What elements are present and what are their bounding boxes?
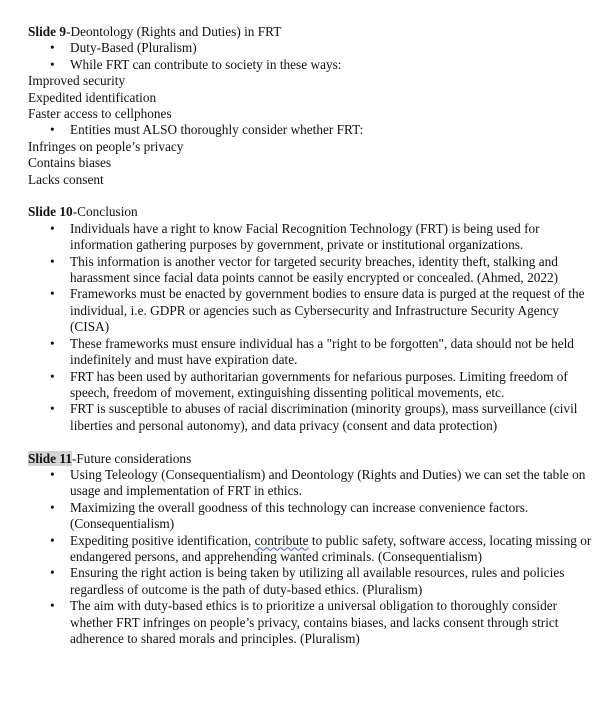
list-item: • Frameworks must be enacted by government bodies to ensure data is purged at the request of the individual, i.e. GDPR or agencies such as Cybersecurity and Infrastructure Security Agency (CISA) [28,286,594,335]
slide-9-section [28,24,594,188]
slide-10-title: -Conclusion [72,204,138,220]
list-item: • Individuals have a right to know Facial Recognition Technology (FRT) is being used for information gathering purposes by government, private or institutional organizations. [28,221,594,254]
list-item: • While FRT can contribute to society in these ways: [28,57,594,73]
slide-11-section [28,451,594,648]
plain-line: Infringes on people’s privacy [28,138,184,154]
slide-11-heading [28,451,594,467]
slide-11-list [28,467,594,647]
plain-line: Expedited identification [28,89,157,105]
list-item: • FRT is susceptible to abuses of racial discrimination (minority groups), mass surveillance (civil liberties and personal autonomy), and data privacy (consent and data protection) [28,401,594,434]
list-item: • The aim with duty-based ethics is to prioritize a universal obligation to thoroughly consider whether FRT infringes on people’s privacy, contains biases, and lacks consent through strict adherence to shared morals and principles. (Pluralism) [28,598,594,647]
list-item: • Ensuring the right action is being taken by utilizing all available resources, rules and policies regardless of outcome is the path of duty-based ethics. (Pluralism) [28,565,594,598]
list-item: • Using Teleology (Consequentialism) and Deontology (Rights and Duties) we can set the table on usage and implementation of FRT in ethics. [28,467,594,500]
document-page [28,24,594,647]
plain-line: Faster access to cellphones [28,106,172,122]
slide-10-list [28,221,594,434]
slide-9-heading [28,24,594,40]
slide-9-list-2 [28,122,594,138]
slide-11-label: Slide 11 [28,450,72,466]
list-item: • Maximizing the overall goodness of this technology can increase convenience factors. (Consequentialism) [28,500,594,533]
slide-9-list [28,40,594,73]
list-item [28,533,594,566]
plain-line: Lacks consent [28,171,104,187]
slide-9-label: Slide 9 [28,24,67,39]
paragraph-gap [28,188,594,204]
slide-10-heading [28,204,594,220]
spellcheck-marked-word[interactable]: contribute [254,532,309,548]
paragraph-gap [28,434,594,450]
slide-9-title: -Deontology (Rights and Duties) in FRT [66,24,282,39]
slide-10-label: Slide 10 [28,204,73,220]
list-item: • This information is another vector for targeted security breaches, identity theft, stalking and harassment since facial data points cannot be easily encrypted or concealed. (Ahmed, 2022) [28,254,594,287]
list-item: • FRT has been used by authoritarian governments for nefarious purposes. Limiting freedom of speech, freedom of movement, extinguishing dissenting political movements, etc. [28,369,594,402]
list-item: • Entities must ALSO thoroughly consider whether FRT: [28,122,594,138]
list-item: • These frameworks must ensure individual has a "right to be forgotten", data should not be held indefinitely and must have expiration date. [28,336,594,369]
list-item-text: to public safety, software access, locating missing or endangered persons, and apprehending wanted criminals. (Consequentialism) [70,532,592,564]
list-item-text: Expediting positive identification, [70,532,255,548]
plain-line: Improved security [28,73,126,89]
list-item: • Duty-Based (Pluralism) [28,40,594,56]
slide-11-title: -Future considerations [71,450,192,466]
slide-10-section [28,204,594,434]
plain-line: Contains biases [28,155,112,171]
